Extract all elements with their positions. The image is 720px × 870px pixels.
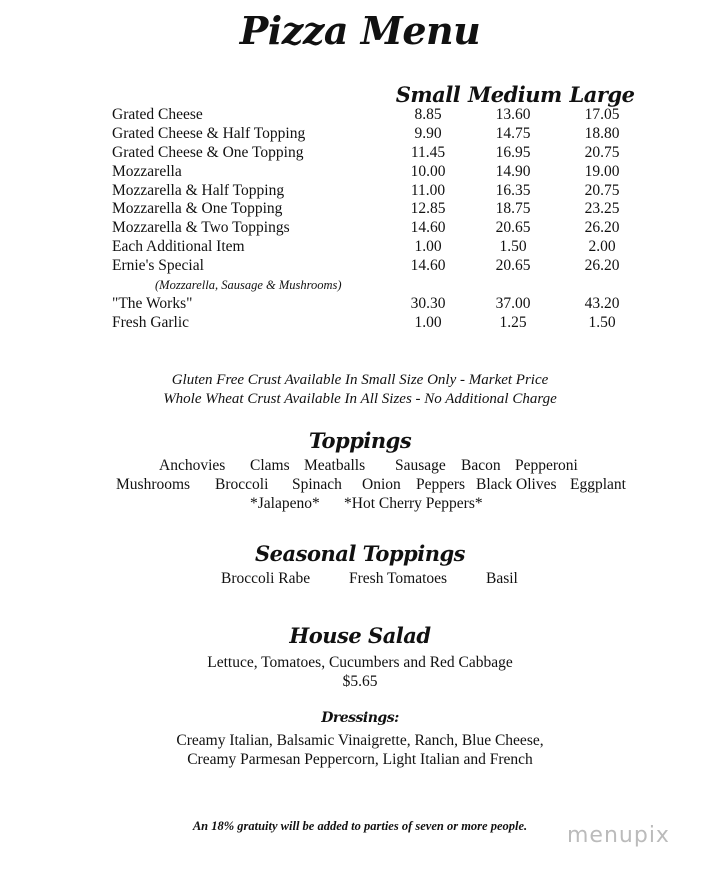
price-small: 30.30 xyxy=(410,294,446,312)
menu-item-note xyxy=(112,276,672,295)
topping-item: Sausage xyxy=(395,457,446,474)
price-large: 20.75 xyxy=(584,181,620,199)
topping-item: Mushrooms xyxy=(116,476,191,493)
dressings-line-2: Creamy Parmesan Peppercorn, Light Italian and French xyxy=(187,751,533,768)
price-small: 14.60 xyxy=(410,257,446,275)
menu-item-row xyxy=(112,182,672,201)
salad-description: Lettuce, Tomatoes, Cucumbers and Red Cabbage xyxy=(207,654,513,671)
seasonal-toppings-heading: Seasonal Toppings xyxy=(255,541,465,566)
price-medium: 20.65 xyxy=(495,219,531,237)
menu-item-row xyxy=(112,219,672,238)
topping-item: Black Olives xyxy=(476,476,557,493)
price-medium: 16.35 xyxy=(495,181,531,199)
price-small: 11.45 xyxy=(410,143,446,161)
price-small: 1.00 xyxy=(414,313,442,331)
price-large: 23.25 xyxy=(584,200,620,218)
item-name: Ernie's Special xyxy=(112,257,204,275)
price-small: 14.60 xyxy=(410,219,446,237)
price-medium: 18.75 xyxy=(495,200,531,218)
item-name: "The Works" xyxy=(112,294,193,312)
topping-item: Broccoli xyxy=(215,476,269,493)
topping-item: *Hot Cherry Peppers* xyxy=(344,495,483,512)
price-large: 43.20 xyxy=(584,294,620,312)
page-title: Pizza Menu xyxy=(239,8,481,53)
size-header-medium: Medium xyxy=(468,82,562,107)
size-header-small: Small xyxy=(395,82,461,107)
seasonal-item: Broccoli Rabe xyxy=(221,570,311,587)
whole-wheat-note: Whole Wheat Crust Available In All Sizes - No Additional Charge xyxy=(163,391,557,407)
price-small: 8.85 xyxy=(414,106,442,123)
house-salad-heading: House Salad xyxy=(289,623,431,648)
watermark-logo: menupix xyxy=(567,823,670,848)
item-name: Fresh Garlic xyxy=(112,313,190,331)
menu-item-row xyxy=(112,295,672,314)
price-medium: 14.75 xyxy=(495,124,531,142)
gluten-free-note: Gluten Free Crust Available In Small Size Only - Market Price xyxy=(171,372,549,388)
toppings-row-2 xyxy=(0,476,720,496)
item-note-text: (Mozzarella, Sausage & Mushrooms) xyxy=(155,278,342,293)
price-large: 20.75 xyxy=(584,143,620,161)
menu-item-row xyxy=(112,144,672,163)
price-large: 26.20 xyxy=(584,257,620,275)
item-name: Grated Cheese & Half Topping xyxy=(112,124,306,142)
price-medium: 16.95 xyxy=(495,143,531,161)
price-medium: 20.65 xyxy=(495,257,531,275)
item-name: Mozzarella & Two Toppings xyxy=(112,219,290,237)
topping-item: Clams xyxy=(250,457,290,474)
price-large: 1.50 xyxy=(588,313,616,331)
menu-item-row xyxy=(112,314,672,333)
seasonal-item: Basil xyxy=(486,570,518,587)
price-medium: 1.25 xyxy=(499,313,527,331)
price-medium: 13.60 xyxy=(495,106,531,123)
size-header-large: Large xyxy=(569,82,635,107)
menu-item-row xyxy=(112,200,672,219)
topping-item: Spinach xyxy=(292,476,342,493)
price-large: 2.00 xyxy=(588,238,616,256)
price-large: 18.80 xyxy=(584,124,620,142)
gratuity-note: An 18% gratuity will be added to parties of seven or more people. xyxy=(192,819,528,833)
seasonal-item: Fresh Tomatoes xyxy=(349,570,448,587)
menu-item-row xyxy=(112,257,672,276)
toppings-row-3 xyxy=(0,495,720,515)
price-large: 26.20 xyxy=(584,219,620,237)
item-name: Grated Cheese & One Topping xyxy=(112,143,304,161)
topping-item: Pepperoni xyxy=(515,457,578,474)
price-medium: 37.00 xyxy=(495,294,531,312)
price-medium: 1.50 xyxy=(499,238,527,256)
menu-item-row xyxy=(112,238,672,257)
seasonal-toppings-row xyxy=(0,570,720,590)
item-name: Mozzarella xyxy=(112,162,182,180)
topping-item: Peppers xyxy=(416,476,466,493)
menu-item-row xyxy=(112,106,672,125)
topping-item: *Jalapeno* xyxy=(250,495,320,512)
topping-item: Meatballs xyxy=(304,457,366,474)
price-small: 11.00 xyxy=(410,181,446,199)
topping-item: Onion xyxy=(362,476,401,493)
toppings-row-1 xyxy=(0,457,720,477)
dressings-line-1: Creamy Italian, Balsamic Vinaigrette, Ranch, Blue Cheese, xyxy=(176,732,544,749)
item-name: Mozzarella & Half Topping xyxy=(112,181,285,199)
menu-item-row xyxy=(112,125,672,144)
topping-item: Eggplant xyxy=(570,476,626,493)
topping-item: Anchovies xyxy=(159,457,226,474)
menu-item-row xyxy=(112,163,672,182)
salad-price: $5.65 xyxy=(342,673,378,690)
price-small: 9.90 xyxy=(414,124,442,142)
toppings-heading: Toppings xyxy=(308,428,412,453)
price-large: 17.05 xyxy=(584,106,620,123)
price-medium: 14.90 xyxy=(495,162,531,180)
item-name: Mozzarella & One Topping xyxy=(112,200,283,218)
price-small: 12.85 xyxy=(410,200,446,218)
dressings-heading: Dressings: xyxy=(321,710,399,726)
pizza-price-list xyxy=(112,106,672,333)
item-name: Grated Cheese xyxy=(112,106,203,123)
price-large: 19.00 xyxy=(584,162,620,180)
price-small: 10.00 xyxy=(410,162,446,180)
item-name: Each Additional Item xyxy=(112,238,245,256)
topping-item: Bacon xyxy=(461,457,501,474)
price-small: 1.00 xyxy=(414,238,442,256)
